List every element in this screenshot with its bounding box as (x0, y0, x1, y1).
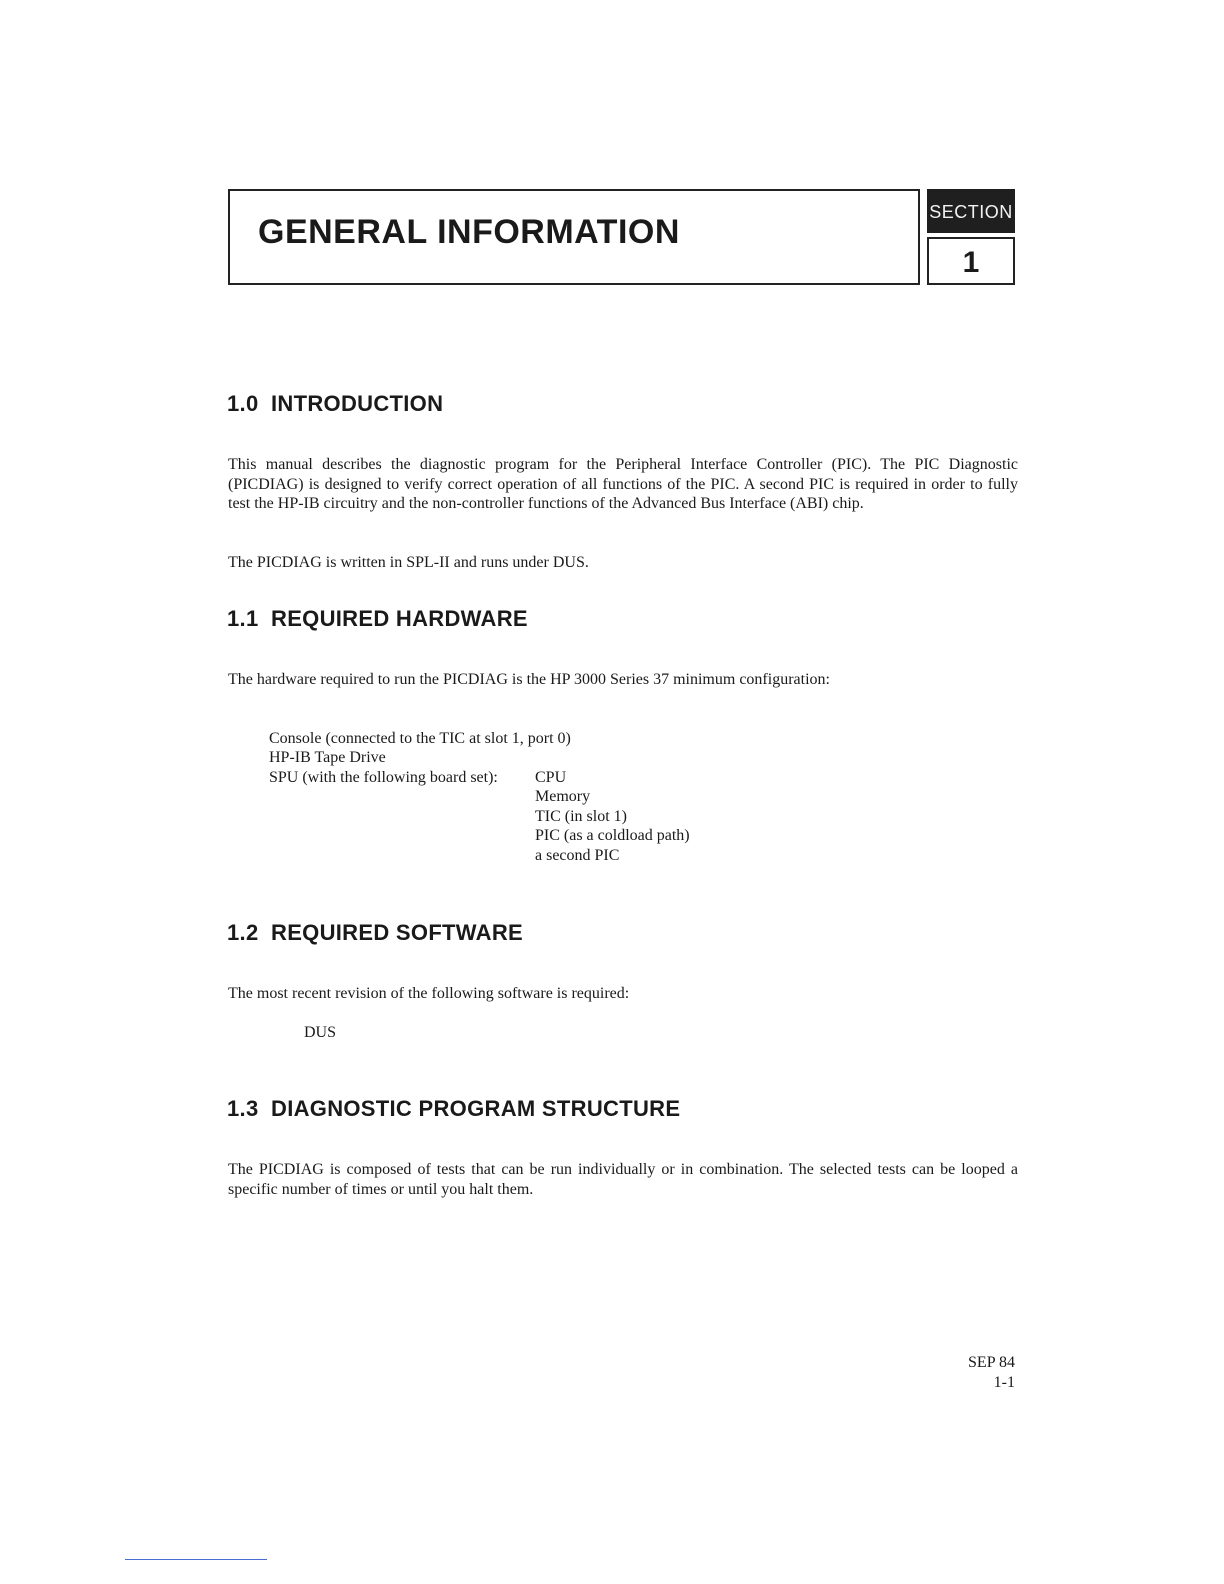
software-heading-title: REQUIRED SOFTWARE (271, 920, 523, 945)
board-item-cpu: CPU (535, 769, 567, 786)
board-item-tic: TIC (in slot 1) (535, 808, 627, 825)
hardware-item-console: Console (connected to the TIC at slot 1, port 0) (269, 730, 571, 747)
bottom-rule (125, 1559, 267, 1560)
hardware-paragraph: The hardware required to run the PICDIAG is the HP 3000 Series 37 minimum configuration: (228, 671, 830, 688)
intro-heading (227, 391, 443, 417)
section-label: SECTION (927, 189, 1015, 233)
section-number: 1 (927, 237, 1015, 285)
footer-page-number: 1-1 (993, 1374, 1015, 1391)
footer-date: SEP 84 (968, 1354, 1015, 1371)
page-title: GENERAL INFORMATION (258, 213, 680, 251)
hardware-heading-title: REQUIRED HARDWARE (271, 606, 528, 631)
title-box (228, 189, 920, 285)
structure-heading (227, 1096, 680, 1122)
structure-heading-title: DIAGNOSTIC PROGRAM STRUCTURE (271, 1096, 681, 1121)
intro-heading-title: INTRODUCTION (271, 391, 444, 416)
hardware-item-tape: HP-IB Tape Drive (269, 749, 386, 766)
intro-heading-number: 1.0 (227, 391, 259, 416)
board-item-memory: Memory (535, 788, 591, 805)
software-heading (227, 920, 523, 946)
hardware-heading (227, 606, 528, 632)
hardware-heading-number: 1.1 (227, 606, 259, 631)
structure-paragraph: The PICDIAG is composed of tests that can be run individually or in combination. The selected tests can be looped a specific number of times or until you halt them. (228, 1161, 1018, 1198)
software-heading-number: 1.2 (227, 920, 259, 945)
software-paragraph: The most recent revision of the following software is required: (228, 985, 630, 1002)
board-item-second-pic: a second PIC (535, 847, 620, 864)
intro-paragraph-1: This manual describes the diagnostic program for the Peripheral Interface Controller (PIC). The PIC Diagnostic (PICDIAG) is designed to verify correct operation of all functions of the PIC. A second PIC is required in order to fully test the HP-IB circuitry and the non-controller functions of the Advanced Bus Interface (ABI) chip. (228, 456, 1018, 513)
software-item-dus: DUS (304, 1024, 337, 1041)
intro-paragraph-2: The PICDIAG is written in SPL-II and runs under DUS. (228, 554, 589, 571)
board-item-pic: PIC (as a coldload path) (535, 827, 690, 844)
hardware-item-spu: SPU (with the following board set): (269, 769, 498, 786)
structure-heading-number: 1.3 (227, 1096, 259, 1121)
